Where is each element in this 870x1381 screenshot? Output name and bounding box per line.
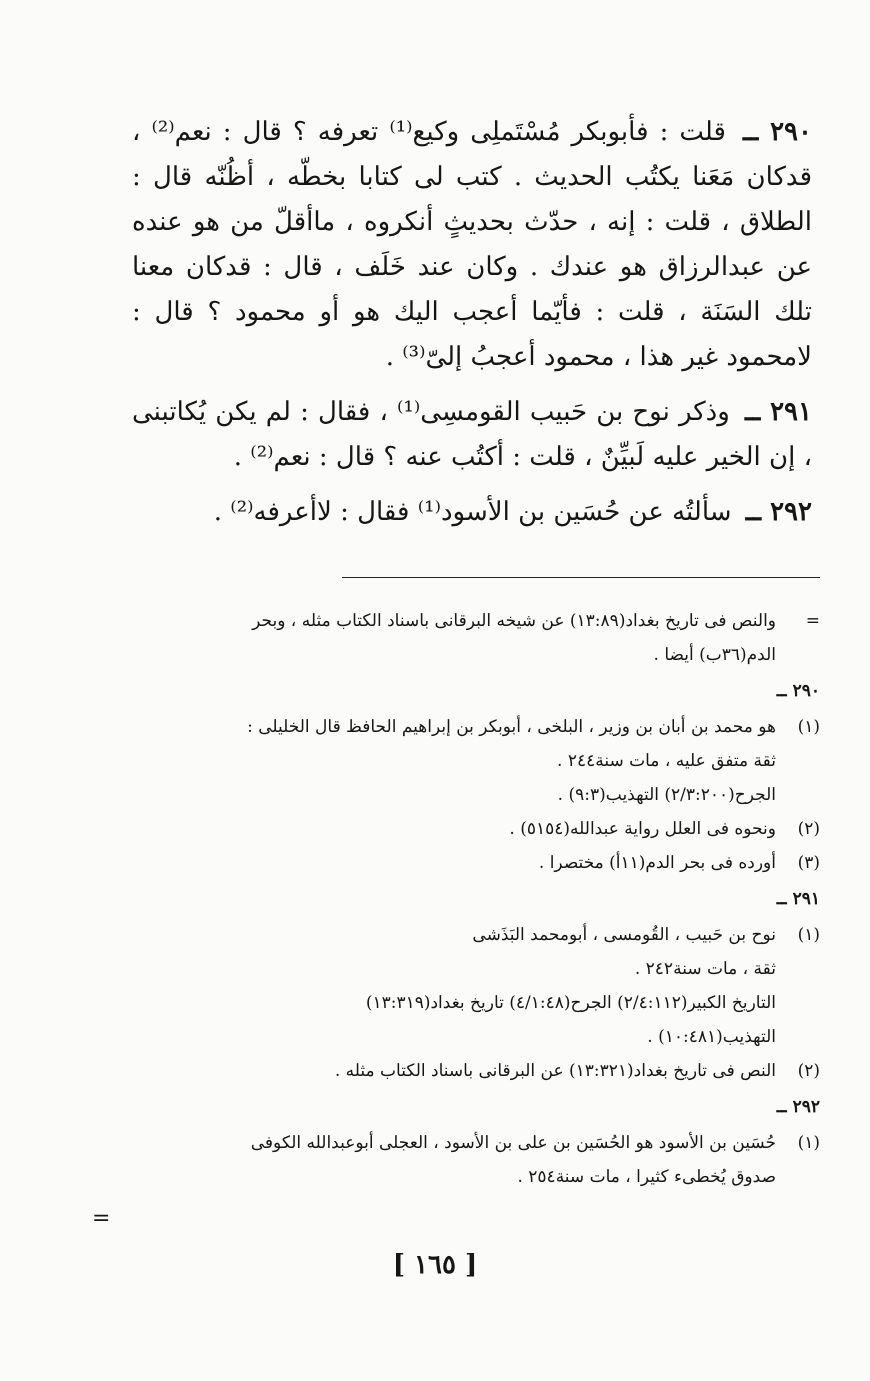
footnote-line: حُسَين بن الأسود هو الحُسَين بن على بن الأسود ، العجلى أبوعبدالله الكوفى bbox=[250, 1133, 776, 1153]
footnote-mark: (١) bbox=[797, 925, 820, 945]
text-line: لامحمود غير هذا ، محمود أعجبُ إلىّ⁽³⁾ . bbox=[385, 342, 812, 372]
footnote-line: النص فى تاريخ بغداد(١٣:٣٢١) عن البرقانى باسناد الكتاب مثله . bbox=[334, 1061, 776, 1081]
footnote-line: هو محمد بن أبان بن وزير ، البلخى ، أبوبكر بن إبراهيم الحافظ قال الخليلى : bbox=[247, 717, 776, 737]
footnote-divider bbox=[342, 577, 820, 578]
footnote-line: التاريخ الكبير(٢/٤:١١٢) الجرح(٤/١:٤٨) تاريخ بغداد(١٣:٣١٩) bbox=[365, 993, 776, 1013]
main-text bbox=[132, 110, 812, 545]
footnote bbox=[130, 846, 820, 880]
footnote-section-label: ٢٩٠ ــ bbox=[776, 681, 820, 701]
footnote-section-label: ٢٩١ ــ bbox=[776, 889, 820, 909]
footnote-mark: (٢) bbox=[797, 1061, 820, 1081]
text-line: الطلاق ، قلت : إنه ، حدّث بحديثٍ أنكروه ، ماأقلّ من هو bbox=[192, 207, 813, 237]
paragraph-number: ٢٩٢ ــ bbox=[745, 497, 812, 527]
footnote-mark: (٢) bbox=[797, 819, 820, 839]
footnote-mark: (٣) bbox=[797, 853, 820, 873]
continuation-mark: = bbox=[92, 1206, 111, 1231]
footnote bbox=[130, 710, 820, 812]
paragraph-number: ٢٩٠ ــ bbox=[743, 117, 812, 147]
paragraph-number: ٢٩١ ــ bbox=[744, 397, 812, 427]
text-line: قدكان مَعَنا يكتُب الحديث . كتب لى كتابا بخطّه ، أظُنّه قال : bbox=[132, 162, 812, 192]
footnote bbox=[130, 1126, 820, 1194]
footnote-section-label: ٢٩٢ ــ bbox=[776, 1097, 820, 1117]
text-line: معنا تلك السَنَة ، قلت : فأيّما أعجب اليك هو أو محمود ؟ قال : bbox=[132, 252, 812, 327]
footnote-mark: (١) bbox=[797, 1133, 820, 1153]
footnote-line: نوح بن حَبيب ، القُومسى ، أبومحمد البَذَشى bbox=[472, 925, 776, 945]
footnote-line: ونحوه فى العلل رواية عبدالله(٥١٥٤) . bbox=[509, 819, 776, 839]
page-number: [ ١٦٥ ] bbox=[392, 1250, 478, 1280]
footnote-mark: (١) bbox=[797, 717, 820, 737]
text-line: وذكر نوح بن حَبيب القومسِى⁽¹⁾ ، فقال : لم يكن يُكاتبنى ، bbox=[132, 397, 812, 472]
footnote-line: ثقة متفق عليه ، مات سنة٢٤٤ . bbox=[557, 751, 776, 771]
footnote-mark: = bbox=[805, 611, 820, 631]
paragraph-292 bbox=[132, 490, 812, 535]
text-line: عنده عن عبدالرزاق هو عندك . وكان عند خَلَف ، قال : قدكان bbox=[132, 207, 812, 282]
footnotes bbox=[130, 604, 820, 1194]
footnote-line: صدوق يُخطىء كثيرا ، مات سنة٢٥٤ . bbox=[517, 1167, 776, 1187]
text-line: إن الخير عليه لَبيِّنٌ ، قلت : أكتُب عنه ؟ قال : نعم⁽²⁾ . bbox=[233, 442, 796, 472]
paragraph-291 bbox=[132, 390, 812, 480]
footnote-line: الدم(٣٦ب) أيضا . bbox=[653, 645, 776, 665]
paragraph-290 bbox=[132, 110, 812, 380]
text-line: سألتُه عن حُسَين بن الأسود⁽¹⁾ فقال : لاأعرفه⁽²⁾ . bbox=[213, 497, 732, 527]
footnote-line: التهذيب(١٠:٤٨١) . bbox=[647, 1027, 776, 1047]
footnote bbox=[130, 812, 820, 846]
text-line: قلت : فأبوبكر مُسْتَملِى وكيع⁽¹⁾ تعرفه ؟ قال : نعم⁽²⁾ ، bbox=[132, 117, 726, 147]
footnote-line: الجرح(٢/٣:٢٠٠) التهذيب(٩:٣) . bbox=[557, 785, 776, 805]
footnote bbox=[130, 1054, 820, 1088]
footnote bbox=[130, 918, 820, 1054]
footnote-line: والنص فى تاريخ بغداد(١٣:٨٩) عن شيخه البرقانى باسناد الكتاب مثله ، وبحر bbox=[252, 611, 776, 631]
footnote-line: ثقة ، مات سنة٢٤٢ . bbox=[634, 959, 776, 979]
footnote-continuation bbox=[130, 604, 820, 672]
footnote-line: أورده فى بحر الدم(١١أ) مختصرا . bbox=[538, 853, 776, 873]
